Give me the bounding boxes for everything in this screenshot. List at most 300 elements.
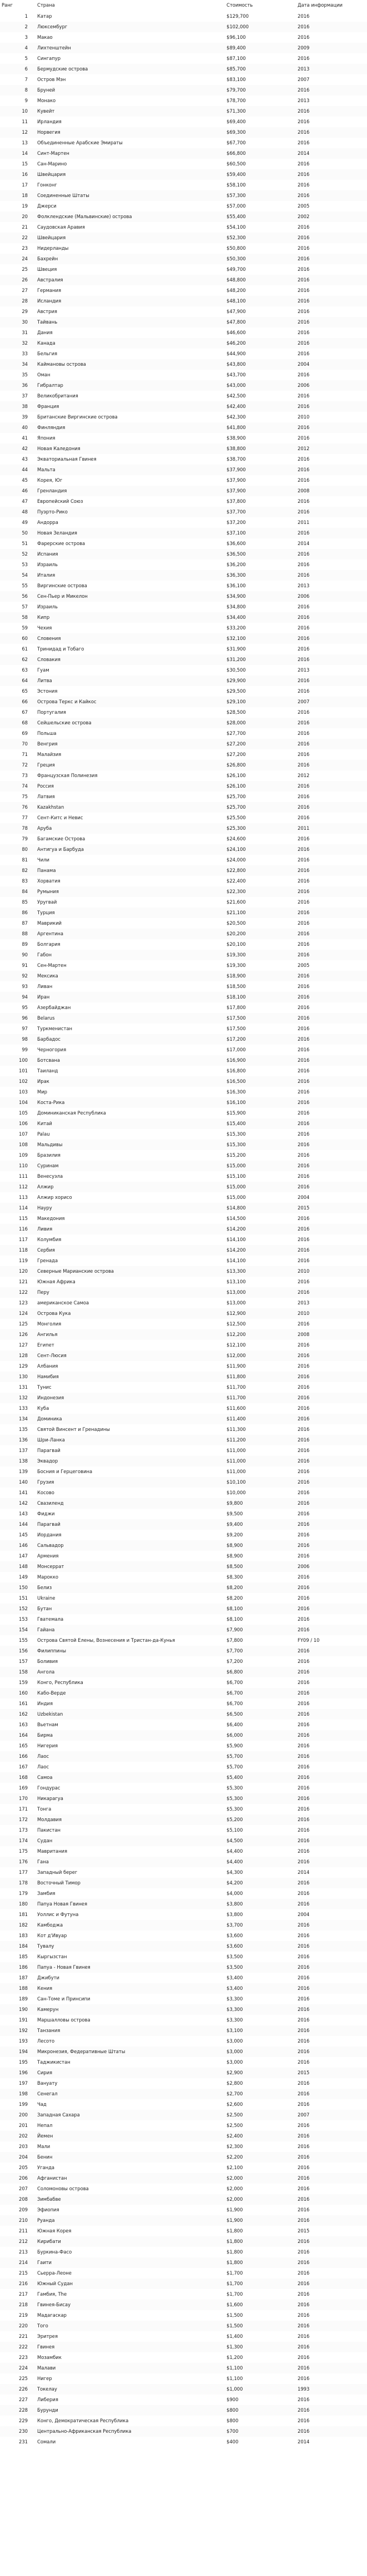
rank-cell: 226 — [19, 2386, 28, 2392]
rank-cell: 149 — [19, 1574, 28, 1580]
value-cell: $36,600 — [227, 541, 246, 546]
rank-cell: 187 — [19, 1975, 28, 1980]
rank-cell: 166 — [19, 1753, 28, 1759]
date-cell: 2016 — [298, 1237, 310, 1242]
table-row — [0, 243, 367, 254]
table-row — [0, 1952, 367, 1962]
country-cell: Норвегия — [37, 129, 61, 135]
value-cell: $67,700 — [227, 140, 246, 145]
country-cell: Франция — [37, 404, 59, 409]
country-cell: Белиз — [37, 1585, 52, 1590]
rank-cell: 163 — [19, 1722, 28, 1727]
date-cell: 2016 — [298, 224, 310, 230]
value-cell: $15,000 — [227, 1163, 246, 1168]
rank-cell: 88 — [22, 931, 28, 936]
table-row — [0, 1509, 367, 1519]
date-cell: 2014 — [298, 2439, 310, 2444]
country-cell: Иордания — [37, 1532, 62, 1537]
date-cell: 2016 — [298, 1173, 310, 1179]
country-cell: Люксембург — [37, 24, 68, 29]
table-row — [0, 2068, 367, 2078]
date-cell: 2016 — [298, 425, 310, 430]
table-header — [0, 0, 367, 11]
header-value: Стоимость — [227, 2, 253, 8]
value-cell: $1,800 — [227, 2228, 243, 2234]
date-cell: 2014 — [298, 1869, 310, 1875]
date-cell: 2016 — [298, 2028, 310, 2033]
rank-cell: 194 — [19, 2049, 28, 2054]
table-row — [0, 2025, 367, 2036]
value-cell: $28,500 — [227, 709, 246, 715]
country-cell: Сан-Марино — [37, 161, 67, 167]
country-cell: Острова Святой Елены, Вознесения и Тристан-да-Кунья — [37, 1637, 175, 1643]
value-cell: $18,500 — [227, 984, 246, 989]
value-cell: $22,300 — [227, 889, 246, 894]
date-cell: 2016 — [298, 372, 310, 377]
date-cell: 2016 — [298, 878, 310, 884]
value-cell: $37,800 — [227, 498, 246, 504]
value-cell: $5,700 — [227, 1753, 243, 1759]
value-cell: $8,200 — [227, 1595, 243, 1601]
rank-cell: 131 — [19, 1384, 28, 1390]
rank-cell: 82 — [22, 868, 28, 873]
country-cell: Кувейт — [37, 108, 55, 114]
country-cell: Германия — [37, 288, 61, 293]
value-cell: $9,500 — [227, 1511, 243, 1516]
date-cell: 2013 — [298, 667, 310, 673]
table-row — [0, 1308, 367, 1319]
date-cell: 2016 — [298, 1838, 310, 1843]
rank-cell: 182 — [19, 1922, 28, 1928]
table-row — [0, 401, 367, 412]
rank-cell: 207 — [19, 2186, 28, 2191]
table-row — [0, 992, 367, 1002]
value-cell: $5,700 — [227, 1764, 243, 1770]
value-cell: $36,100 — [227, 583, 246, 588]
rank-cell: 32 — [22, 340, 28, 346]
date-cell: 2014 — [298, 150, 310, 156]
value-cell: $13,100 — [227, 1279, 246, 1284]
country-cell: Мадагаскар — [37, 2312, 67, 2318]
country-cell: Святой Винсент и Гренадины — [37, 1426, 110, 1432]
rank-cell: 50 — [22, 530, 28, 536]
table-row — [0, 1024, 367, 1034]
table-row — [0, 1414, 367, 1424]
rank-cell: 155 — [19, 1637, 28, 1643]
date-cell: 2016 — [298, 2091, 310, 2096]
date-cell: 2016 — [298, 1606, 310, 1611]
rank-cell: 140 — [19, 1479, 28, 1485]
table-row — [0, 1350, 367, 1361]
table-row — [0, 517, 367, 528]
date-cell: 2016 — [298, 678, 310, 683]
table-row — [0, 1688, 367, 1698]
value-cell: $1,600 — [227, 2302, 243, 2307]
country-cell: Остров Мэн — [37, 77, 66, 82]
date-cell: 2016 — [298, 2397, 310, 2402]
date-cell: 2016 — [298, 129, 310, 135]
value-cell: $11,400 — [227, 1416, 246, 1421]
country-cell: Тувалу — [37, 1943, 54, 1949]
date-cell: 2012 — [298, 773, 310, 778]
value-cell: $11,000 — [227, 1448, 246, 1453]
date-cell: 2016 — [298, 1026, 310, 1031]
rank-cell: 115 — [19, 1216, 28, 1221]
value-cell: $11,600 — [227, 1405, 246, 1411]
date-cell: 2015 — [298, 1205, 310, 1211]
table-row — [0, 317, 367, 327]
date-cell: 2016 — [298, 804, 310, 810]
country-cell: Швеция — [37, 266, 57, 272]
rank-cell: 70 — [22, 741, 28, 747]
rank-cell: 48 — [22, 509, 28, 515]
table-row — [0, 412, 367, 422]
value-cell: $8,900 — [227, 1553, 243, 1559]
date-cell: 2016 — [298, 2249, 310, 2255]
date-cell: 2016 — [298, 2101, 310, 2107]
rank-cell: 74 — [22, 783, 28, 789]
table-row — [0, 823, 367, 834]
country-cell: Австралия — [37, 277, 63, 283]
rank-cell: 179 — [19, 1891, 28, 1896]
rank-cell: 95 — [22, 1005, 28, 1010]
value-cell: $3,000 — [227, 2049, 243, 2054]
table-row — [0, 549, 367, 559]
table-body — [0, 11, 367, 2447]
date-cell: 2016 — [298, 1648, 310, 1654]
rank-cell: 211 — [19, 2228, 28, 2234]
value-cell: $31,900 — [227, 646, 246, 652]
rank-cell: 203 — [19, 2144, 28, 2149]
rank-cell: 30 — [22, 319, 28, 325]
date-cell: 2016 — [298, 1258, 310, 1263]
value-cell: $1,700 — [227, 2281, 243, 2286]
rank-cell: 18 — [22, 193, 28, 198]
country-cell: Сирия — [37, 2070, 53, 2075]
country-cell: Колумбия — [37, 1237, 62, 1242]
country-cell: Лаос — [37, 1764, 49, 1770]
value-cell: $1,700 — [227, 2291, 243, 2297]
date-cell: 2016 — [298, 762, 310, 768]
value-cell: $5,300 — [227, 1785, 243, 1791]
date-cell: 2016 — [298, 182, 310, 188]
country-cell: Нигер — [37, 2376, 52, 2381]
date-cell: 2016 — [298, 498, 310, 504]
rank-cell: 14 — [22, 150, 28, 156]
table-row — [0, 1814, 367, 1825]
table-row — [0, 1466, 367, 1477]
value-cell: $57,000 — [227, 203, 246, 209]
value-cell: $85,700 — [227, 66, 246, 72]
date-cell: 2016 — [298, 1374, 310, 1379]
date-cell: 2016 — [298, 1015, 310, 1021]
rank-cell: 34 — [22, 361, 28, 367]
value-cell: $15,000 — [227, 1194, 246, 1200]
value-cell: $6,500 — [227, 1711, 243, 1717]
country-cell: Египет — [37, 1342, 54, 1348]
date-cell: 2016 — [298, 108, 310, 114]
table-row — [0, 1677, 367, 1688]
table-row — [0, 1530, 367, 1540]
rank-cell: 44 — [22, 467, 28, 472]
value-cell: $4,400 — [227, 1848, 243, 1854]
table-row — [0, 169, 367, 180]
table-row — [0, 950, 367, 960]
value-cell: $46,600 — [227, 330, 246, 335]
date-cell: 2016 — [298, 1922, 310, 1928]
date-cell: 2009 — [298, 45, 310, 51]
value-cell: $32,100 — [227, 636, 246, 641]
date-cell: 2016 — [298, 1732, 310, 1738]
table-row — [0, 1561, 367, 1572]
value-cell: $37,900 — [227, 488, 246, 493]
rank-cell: 123 — [19, 1300, 28, 1305]
value-cell: $1,300 — [227, 2344, 243, 2350]
table-row — [0, 2373, 367, 2384]
country-cell: Намибия — [37, 1374, 59, 1379]
rank-cell: 73 — [22, 773, 28, 778]
date-cell: 2016 — [298, 2407, 310, 2413]
date-cell: 2016 — [298, 920, 310, 926]
date-cell: 2016 — [298, 245, 310, 251]
country-cell: Израиль — [37, 604, 58, 609]
rank-cell: 191 — [19, 2017, 28, 2023]
date-cell: 2016 — [298, 794, 310, 799]
country-cell: Алжир хорисо — [37, 1194, 72, 1200]
date-cell: 2016 — [298, 1500, 310, 1506]
value-cell: $12,500 — [227, 1321, 246, 1327]
date-cell: 2016 — [298, 1996, 310, 2002]
rank-cell: 11 — [22, 119, 28, 124]
rank-cell: 205 — [19, 2165, 28, 2170]
table-row — [0, 2173, 367, 2184]
country-cell: Мали — [37, 2144, 51, 2149]
table-row — [0, 792, 367, 802]
country-cell: Кипр — [37, 614, 50, 620]
country-cell: Макао — [37, 34, 53, 40]
table-row — [0, 1245, 367, 1256]
country-cell: Джибути — [37, 1975, 59, 1980]
rank-cell: 158 — [19, 1669, 28, 1675]
table-row — [0, 380, 367, 391]
table-row — [0, 2131, 367, 2141]
value-cell: $20,100 — [227, 941, 246, 947]
table-row — [0, 1066, 367, 1076]
rank-cell: 116 — [19, 1226, 28, 1232]
date-cell: 2016 — [298, 562, 310, 567]
table-row — [0, 2110, 367, 2120]
date-cell: 2016 — [298, 1047, 310, 1052]
country-cell: Фиджи — [37, 1511, 55, 1516]
value-cell: $96,100 — [227, 34, 246, 40]
rank-cell: 67 — [22, 709, 28, 715]
value-cell: $20,200 — [227, 931, 246, 936]
country-cell: Маршалловы острова — [37, 2017, 91, 2023]
rank-cell: 183 — [19, 1933, 28, 1938]
rank-cell: 159 — [19, 1680, 28, 1685]
table-row — [0, 2226, 367, 2236]
table-row — [0, 1118, 367, 1129]
date-cell: 2016 — [298, 614, 310, 620]
table-row — [0, 159, 367, 169]
country-cell: Лихтенштейн — [37, 45, 71, 51]
date-cell: 2016 — [298, 1764, 310, 1770]
table-row — [0, 2078, 367, 2089]
rank-cell: 230 — [19, 2428, 28, 2434]
table-row — [0, 2120, 367, 2131]
table-row — [0, 190, 367, 201]
country-cell: Канада — [37, 340, 56, 346]
country-cell: Лаос — [37, 1753, 49, 1759]
country-cell: Монголия — [37, 1321, 62, 1327]
date-cell: 2016 — [298, 1036, 310, 1042]
table-row — [0, 1656, 367, 1667]
table-row — [0, 22, 367, 32]
table-row — [0, 2384, 367, 2394]
rank-cell: 196 — [19, 2070, 28, 2075]
table-row — [0, 1488, 367, 1498]
country-cell: Куба — [37, 1405, 49, 1411]
table-row — [0, 2099, 367, 2110]
value-cell: $60,500 — [227, 161, 246, 167]
rank-cell: 60 — [22, 636, 28, 641]
country-cell: Македония — [37, 1216, 65, 1221]
country-cell: Израиль — [37, 562, 58, 567]
table-row — [0, 222, 367, 233]
value-cell: $5,300 — [227, 1796, 243, 1801]
table-row — [0, 1572, 367, 1582]
rank-cell: 154 — [19, 1627, 28, 1632]
value-cell: $24,100 — [227, 846, 246, 852]
country-cell: Корея, Юг — [37, 477, 63, 483]
date-cell: 2016 — [298, 1184, 310, 1189]
table-row — [0, 1129, 367, 1140]
table-row — [0, 1825, 367, 1836]
country-cell: Соломоновы острова — [37, 2186, 89, 2191]
date-cell: 2016 — [298, 56, 310, 61]
country-cell: Уругвай — [37, 899, 57, 905]
date-cell: 2016 — [298, 393, 310, 399]
date-cell: 2016 — [298, 1627, 310, 1632]
date-cell: 2016 — [298, 1785, 310, 1791]
date-cell: 2016 — [298, 899, 310, 905]
date-cell: 2016 — [298, 889, 310, 894]
table-row — [0, 1635, 367, 1646]
date-cell: 2016 — [298, 1289, 310, 1295]
date-cell: 2016 — [298, 2312, 310, 2318]
table-row — [0, 306, 367, 317]
country-cell: Бурунди — [37, 2407, 58, 2413]
date-cell: 2016 — [298, 1142, 310, 1147]
date-cell: 2011 — [298, 520, 310, 525]
table-row — [0, 1013, 367, 1024]
value-cell: $48,200 — [227, 288, 246, 293]
table-row — [0, 1857, 367, 1867]
country-cell: Венгрия — [37, 741, 58, 747]
country-cell: Микронезия, Федеративные Штаты — [37, 2049, 125, 2054]
date-cell: 2016 — [298, 1321, 310, 1327]
rank-cell: 172 — [19, 1817, 28, 1822]
country-cell: Япония — [37, 435, 56, 441]
rank-cell: 27 — [22, 288, 28, 293]
date-cell: 2016 — [298, 1680, 310, 1685]
table-row — [0, 1403, 367, 1414]
country-cell: Гайана — [37, 1627, 55, 1632]
table-row — [0, 1203, 367, 1213]
value-cell: $5,100 — [227, 1827, 243, 1833]
country-cell: Нигерия — [37, 1743, 58, 1748]
country-cell: Лесото — [37, 2038, 55, 2044]
date-cell: 2016 — [298, 1954, 310, 1959]
date-cell: 2013 — [298, 583, 310, 588]
table-row — [0, 1171, 367, 1182]
table-row — [0, 918, 367, 929]
table-row — [0, 2184, 367, 2194]
date-cell: 2016 — [298, 235, 310, 240]
country-cell: Китай — [37, 1121, 52, 1126]
table-row — [0, 1804, 367, 1814]
table-row — [0, 1604, 367, 1614]
table-row — [0, 2289, 367, 2300]
country-cell: Бутан — [37, 1606, 52, 1611]
country-cell: Албания — [37, 1363, 58, 1369]
rank-cell: 66 — [22, 699, 28, 704]
rank-cell: 35 — [22, 372, 28, 377]
country-cell: Тунис — [37, 1384, 52, 1390]
rank-cell: 156 — [19, 1648, 28, 1654]
value-cell: $9,400 — [227, 1521, 243, 1527]
table-row — [0, 1540, 367, 1551]
table-row — [0, 32, 367, 43]
value-cell: $1,000 — [227, 2386, 243, 2392]
table-row — [0, 1266, 367, 1277]
rank-cell: 62 — [22, 657, 28, 662]
date-cell: 2016 — [298, 1279, 310, 1284]
table-row — [0, 528, 367, 538]
date-cell: 2014 — [298, 541, 310, 546]
date-cell: 2016 — [298, 1521, 310, 1527]
value-cell: $43,000 — [227, 382, 246, 388]
value-cell: $7,800 — [227, 1637, 243, 1643]
table-row — [0, 559, 367, 570]
country-cell: Фолклендские (Мальвинские) острова — [37, 214, 132, 219]
country-cell: Свазиленд — [37, 1500, 64, 1506]
rank-cell: 37 — [22, 393, 28, 399]
table-row — [0, 1762, 367, 1772]
table-row — [0, 939, 367, 950]
country-cell: Румыния — [37, 889, 59, 894]
country-cell: Гаити — [37, 2260, 52, 2265]
rank-cell: 153 — [19, 1616, 28, 1622]
value-cell: $17,500 — [227, 1026, 246, 1031]
table-row — [0, 95, 367, 106]
country-cell: Польша — [37, 730, 57, 736]
value-cell: $15,300 — [227, 1131, 246, 1137]
date-cell: 2016 — [298, 783, 310, 789]
country-cell: Уоллис и Футуна — [37, 1912, 79, 1917]
table-row — [0, 2046, 367, 2057]
rank-cell: 107 — [19, 1131, 28, 1137]
date-cell: 2016 — [298, 351, 310, 356]
value-cell: $16,800 — [227, 1068, 246, 1073]
rank-cell: 92 — [22, 973, 28, 979]
value-cell: $400 — [227, 2439, 239, 2444]
rank-cell: 208 — [19, 2196, 28, 2202]
value-cell: $19,300 — [227, 952, 246, 957]
date-cell: 2016 — [298, 2175, 310, 2181]
value-cell: $1,700 — [227, 2270, 243, 2276]
rank-cell: 7 — [24, 77, 28, 82]
